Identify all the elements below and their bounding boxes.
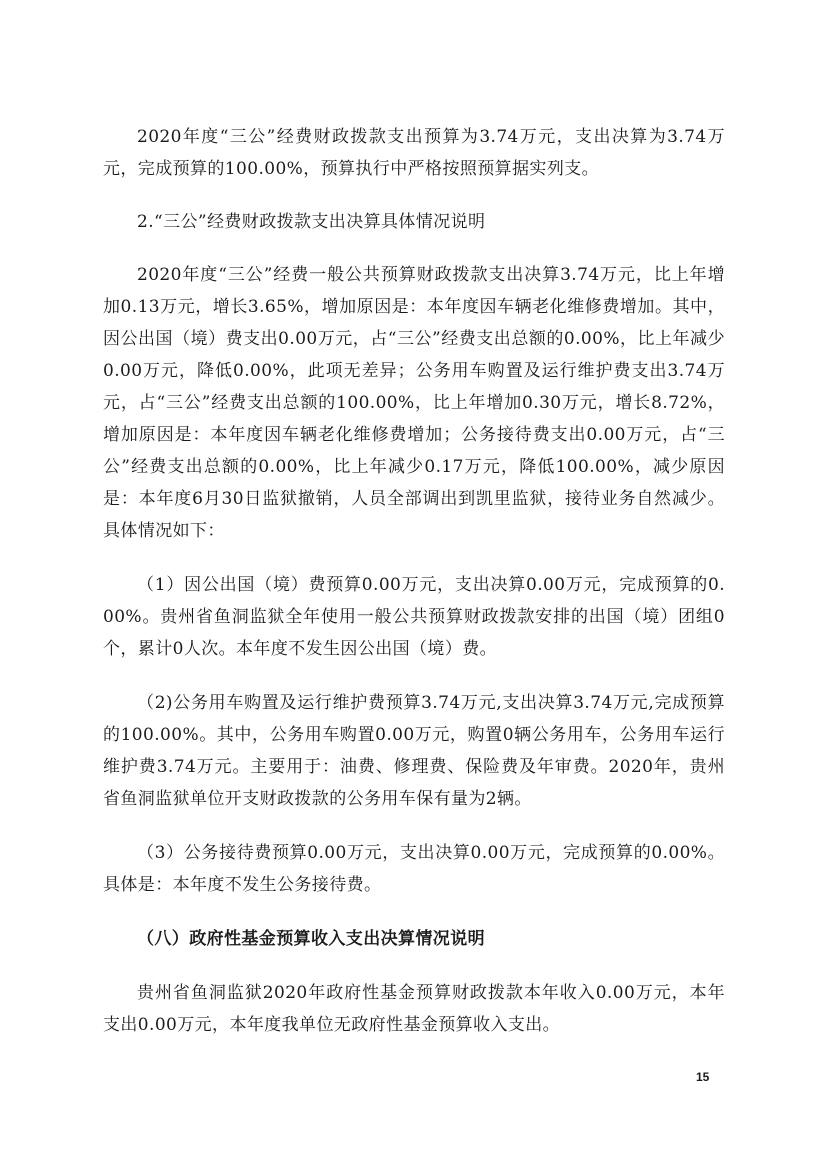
paragraph-official-vehicles: （2)公务用车购置及运行维护费预算3.74万元,支出决算3.74万元,完成预算的100.00%。其中，公务用车购置0.00万元，购置0辆公务用车，公务用车运行维护费3.74万元。主要用于：油费、修理费、保险费及年审费。2020年，贵州省鱼洞监狱单位开支财政拨款的公务用车保有量为2辆。 (103, 693, 725, 809)
paragraph-official-reception: （3）公务接待费预算0.00万元，支出决算0.00万元，完成预算的0.00%。具体是：本年度不发生公务接待费。 (103, 843, 725, 895)
paragraph-government-fund: 贵州省鱼洞监狱2020年政府性基金预算财政拨款本年收入0.00万元，本年支出0.00万元，本年度我单位无政府性基金预算收入支出。 (103, 983, 725, 1035)
paragraph-overseas-travel: （1）因公出国（境）费预算0.00万元，支出决算0.00万元，完成预算的0.00%。贵州省鱼洞监狱全年使用一般公共预算财政拨款安排的出国（境）团组0个，累计0人次。本年度不发生因公出国（境）费。 (103, 575, 725, 659)
paragraph-budget-summary: 2020年度“三公”经费财政拨款支出预算为3.74万元，支出决算为3.74万元，完成预算的100.00%，预算执行中严格按照预算据实列支。 (103, 127, 725, 179)
section-heading-government-fund: （八）政府性基金预算收入支出决算情况说明 (137, 929, 485, 949)
subsection-title-three-public: 2.“三公”经费财政拨款支出决算具体情况说明 (137, 212, 486, 232)
paragraph-three-public-detail: 2020年度“三公”经费一般公共预算财政拨款支出决算3.74万元，比上年增加0.13万元，增长3.65%，增加原因是：本年度因车辆老化维修费增加。其中，因公出国（境）费支出0.00万元，占“三公”经费支出总额的0.00%，比上年减少0.00万元，降低0.00%，此项无差异；公务用车购置及运行维护费支出3.74万元，占“三公”经费支出总额的100.00%，比上年增加0.30万元，增长8.72%，增加原因是：本年度因车辆老化维修费增加；公务接待费支出0.00万元，占“三公”经费支出总额的0.00%，比上年减少0.17万元，降低100.00%，减少原因是：本年度6月30日监狱撤销，人员全部调出到凯里监狱，接待业务自然减少。具体情况如下： (103, 265, 725, 541)
document-body (103, 121, 725, 1041)
page-number: 15 (696, 1070, 710, 1084)
